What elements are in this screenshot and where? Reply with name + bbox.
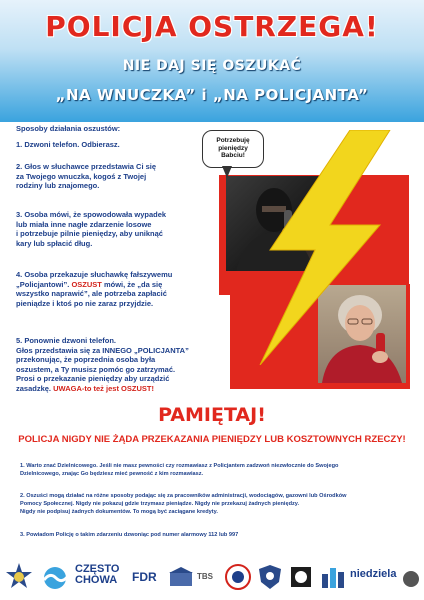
bubble-line: Babciu! [221,152,245,159]
step-3-line: lub miała inne nagłe zdarzenie losowe [16,219,152,229]
step-4 [16,270,214,308]
logo-niedziela: niedziela [350,568,397,580]
bubble-line: Potrzebuję [216,137,250,144]
logo-fdr: FDR [132,570,157,584]
round-seal-icon [402,570,420,588]
step-3-line: i potrzebuje pilnie pieniędzy, aby uniknąć [16,229,163,238]
step-5-line: Prosi o przekazanie pieniędzy aby urządzić [16,374,170,383]
step-4-text: mówi, że „da się [101,279,163,289]
step-2-line: rodziny lub znajomego. [16,181,100,190]
note-1-line: Dzielnicowego, znając Go będziesz mieć pewność z kim rozmawiasz. [20,471,204,477]
round-emblem-icon [225,564,251,590]
shield-logo-icon [258,564,282,590]
step-1: 1. Dzwoni telefon. Odbierasz. [16,140,120,149]
poster-subtitle-scam-types: „NA WNUCZKA” i „NA POLICJANTA” [55,86,369,104]
logo-tbs: TBS [197,572,213,581]
wave-logo-icon [40,566,70,590]
methods-heading: Sposoby działania oszustów: [16,124,121,133]
step-2-line: 2. Głos w słuchawce przedstawia Ci się [16,162,157,171]
poster-title: POLICJA OSTRZEGA! [45,10,379,43]
note-2 [20,492,410,516]
logo-czestochowa [75,564,119,586]
note-1-line: 1. Warto znać Dzielnicowego. Jeśli nie masz pewności czy rozmawiasz z Policjantem zadzwoń niezwłocznie do Swojego [20,463,339,469]
step-3-line: kary lub spłacić dług. [16,238,93,248]
step-5-line: oszustem, a Ty musisz pomóc go zatrzymać. [16,364,176,374]
building-logo-icon [168,566,194,588]
step-2-line: za Twojego wnuczka, kogoś z Twojej [16,171,147,181]
speech-bubble-tail [222,166,232,178]
step-2 [16,162,214,191]
bubble-line: pieniędzy [218,144,248,152]
step-5-line: 5. Ponownie dzwoni telefon. [16,336,117,345]
speech-bubble [202,130,264,168]
step-4-scammer: OSZUST [71,279,102,289]
note-1 [20,462,410,478]
step-4-line: 4. Osoba przekazuje słuchawkę fałszywemu [16,270,173,279]
fire-brigade-icon [288,564,314,590]
sponsor-logos [0,558,424,600]
poster-subtitle: NIE DAJ SIĘ OSZUKAĆ [122,58,302,74]
step-5-text: zasadzkę. [16,383,54,393]
step-3-line: 3. Osoba mówi, że spowodowała wypadek [16,210,167,219]
step-5-line [16,384,214,394]
logo-czestochowa-line: CHOWA [75,574,118,586]
step-4-line: wszystko naprawić”, ale potrzeba zapłacić [16,289,167,298]
step-5-line: przekonując, że poprzednia osoba była [16,355,156,364]
logo-czestochowa-line: CZĘSTO [75,563,120,575]
note-2-line: Nigdy nie podpisuj żadnych dokumentów. To mogą być zaciągane kredyty. [20,509,218,515]
remember-heading: PAMIĘTAJ! [158,404,266,426]
note-3: 3. Powiadom Policję o takim zdarzeniu dzwoniąc pod numer alarmowy 112 lub 997 [20,532,239,538]
step-4-line [16,280,214,290]
note-2-line: Pomocy Społecznej. Nigdy nie pokazuj gdzie trzymasz pieniądze. Nigdy nie przekazuj żadnych pieniędzy. [20,501,300,507]
step-4-text: „Policjantowi”. [16,279,72,289]
city-buildings-icon [320,564,346,590]
note-2-line: 2. Oszuści mogą działać na różne sposoby podając się za pracowników administracji, wodociągów, gazowni lub Ośrodków [20,493,347,499]
police-star-icon [4,562,34,592]
step-4-line: pieniądze i ktoś po nie zaraz przyjdzie. [16,298,154,308]
step-3 [16,210,214,248]
step-5-warning: UWAGA-to też jest OSZUST! [53,383,154,393]
police-warning: POLICJA NIGDY NIE ŻĄDA PRZEKAZANIA PIENIĘDZY LUB KOSZTOWNYCH RZECZY! [18,434,406,445]
step-5 [16,336,214,393]
step-5-line: Głos przedstawia się za INNEGO „POLICJANTA” [16,345,189,355]
